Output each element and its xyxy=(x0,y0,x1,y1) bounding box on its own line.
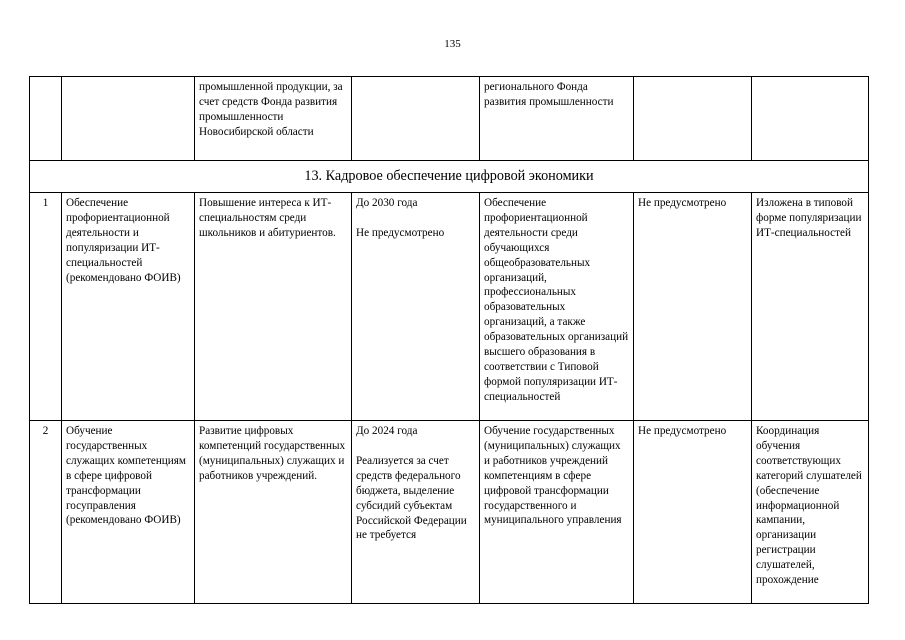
table-cell xyxy=(62,77,195,161)
note-cell: Координация обучения соответствующих категорий слушателей (обеспечение информационной кампании, организации регистрации слушателей, прохождение xyxy=(752,421,869,604)
funding-text: Реализуется за счет средств федерального бюджета, выделение субсидий субъектам Российской Федерации не требуется xyxy=(356,454,467,542)
row-number: 2 xyxy=(30,421,62,604)
table-cell xyxy=(634,77,752,161)
content-cell: Обучение государственных (муниципальных) служащих и работников учреждений компетенциям в сфере цифровой трансформации государственного и муниципального управления xyxy=(480,421,634,604)
note-cell: Изложена в типовой форме популяризации ИТ-специальностей xyxy=(752,193,869,421)
content-cell: Обеспечение профориентационной деятельности среди обучающихся общеобразовательных организаций, профессиональных образовательных организаций, а также образовательных организаций высшего образования в соответствии с Типовой формой популяризации ИТ-специальностей xyxy=(480,193,634,421)
table-cell xyxy=(752,77,869,161)
measure-cell: Обеспечение профориентационной деятельности и популяризации ИТ-специальностей (рекомендовано ФОИВ) xyxy=(62,193,195,421)
term-text: До 2030 года xyxy=(356,197,418,209)
section-title: 13. Кадровое обеспечение цифровой экономики xyxy=(30,161,869,193)
table-cell xyxy=(352,77,480,161)
legal-cell: Не предусмотрено xyxy=(634,421,752,604)
measures-table xyxy=(29,76,869,604)
table-row xyxy=(30,421,869,604)
row-number: 1 xyxy=(30,193,62,421)
table-cell xyxy=(30,77,62,161)
term-text: До 2024 года xyxy=(356,425,418,437)
table-row xyxy=(30,193,869,421)
measure-cell: Обучение государственных служащих компетенциям в сфере цифровой трансформации госуправления (рекомендовано ФОИВ) xyxy=(62,421,195,604)
goal-cell: Развитие цифровых компетенций государственных (муниципальных) служащих и работников учреждений. xyxy=(195,421,352,604)
goal-cell: Повышение интереса к ИТ-специальностям среди школьников и абитуриентов. xyxy=(195,193,352,421)
continuation-row xyxy=(30,77,869,161)
term-cell xyxy=(352,421,480,604)
funding-text: Не предусмотрено xyxy=(356,226,445,239)
page-number: 135 xyxy=(444,38,461,50)
term-cell xyxy=(352,193,480,421)
table-cell: промышленной продукции, за счет средств Фонда развития промышленности Новосибирской области xyxy=(195,77,352,161)
table-cell: регионального Фонда развития промышленности xyxy=(480,77,634,161)
legal-cell: Не предусмотрено xyxy=(634,193,752,421)
section-heading-row xyxy=(30,161,869,193)
